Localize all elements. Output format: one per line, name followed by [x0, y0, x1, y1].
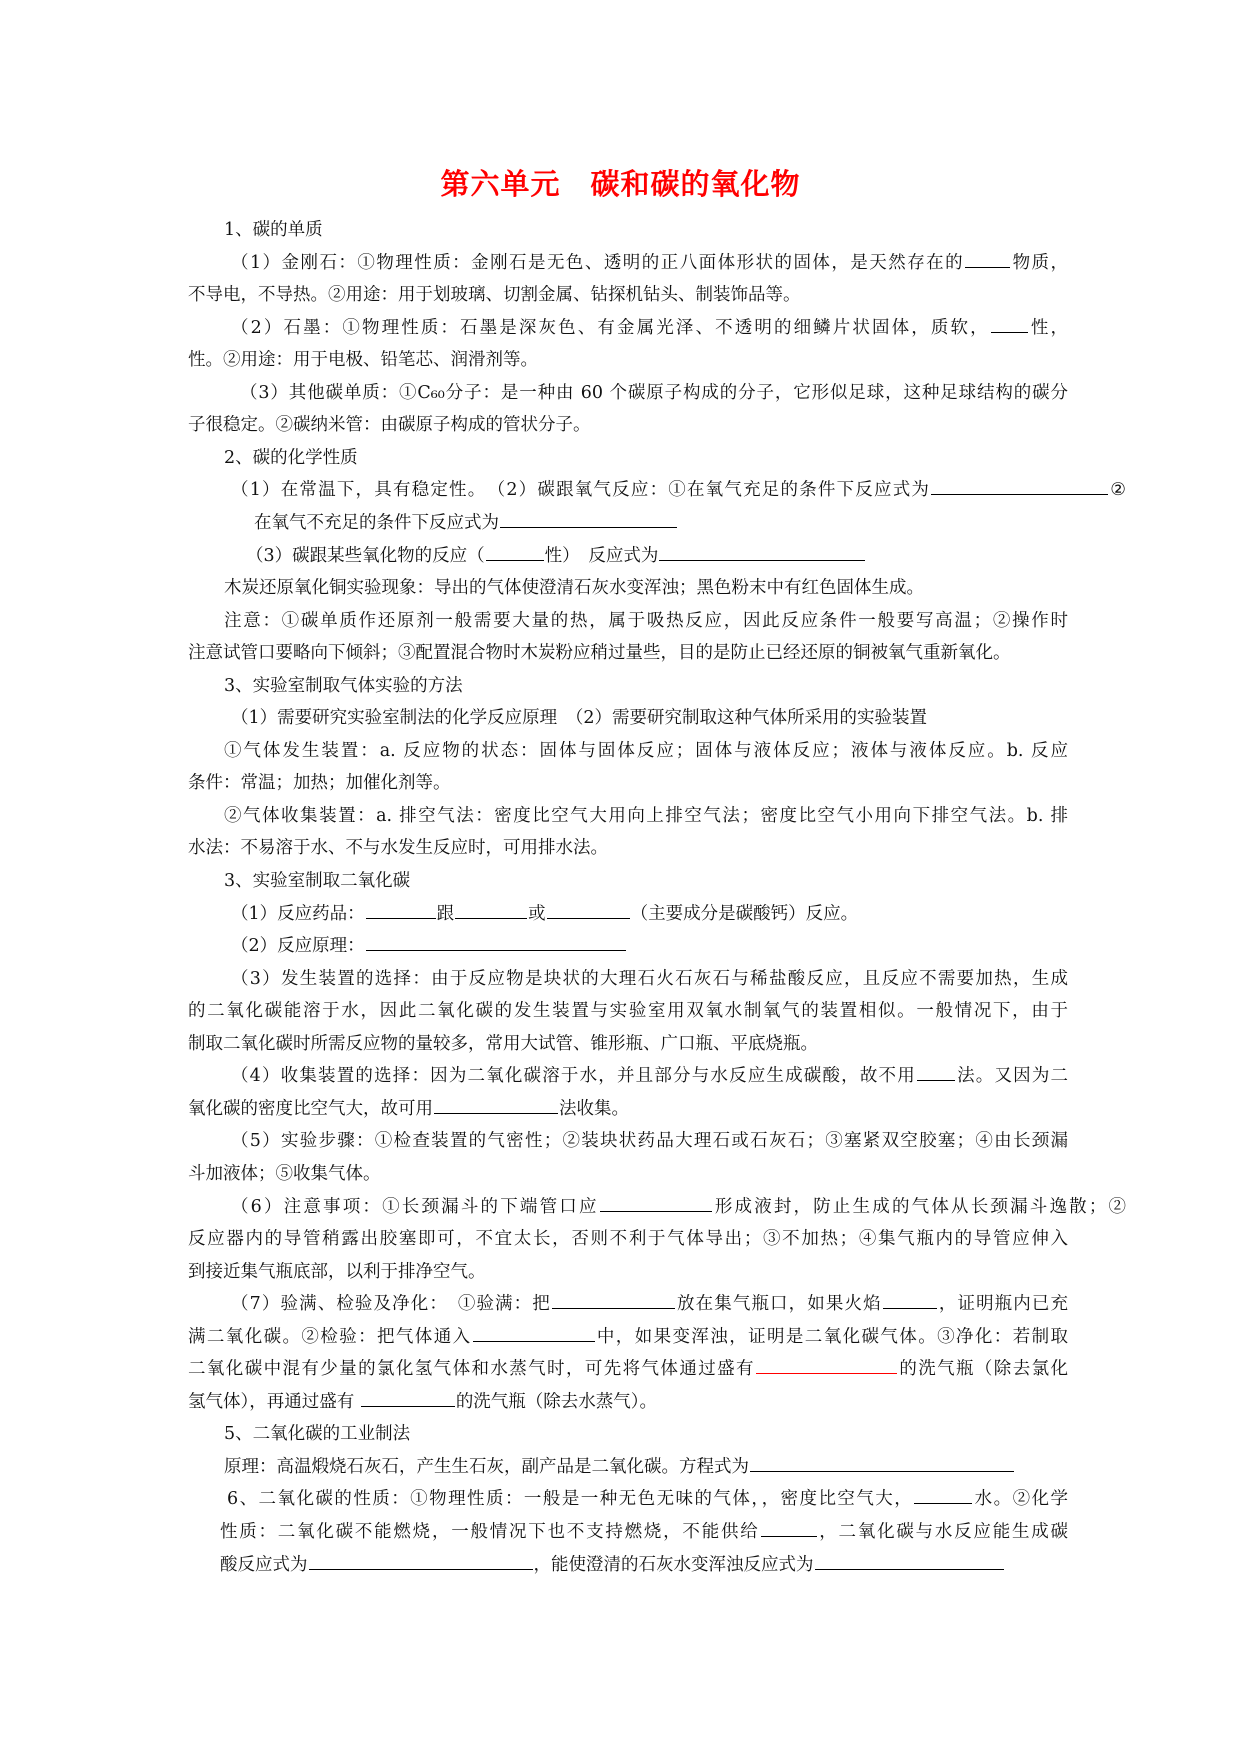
answer-blank [815, 1549, 1004, 1570]
text-segment: 法。又因为二 [955, 1066, 1069, 1087]
answer-blank [547, 898, 630, 919]
answer-blank [366, 930, 626, 951]
text-segment: 原理：高温煅烧石灰石，产生生石灰，副产品是二氧化碳。方程式为 [224, 1456, 749, 1477]
text-segment: 跟 [436, 903, 455, 924]
text-line [188, 832, 608, 865]
text-segment: （3）碳跟某些氧化物的反应（ [246, 545, 485, 566]
answer-blank [931, 474, 1108, 495]
text-segment: （3）其他碳单质：①C₆₀分子：是一种由 60 个碳原子构成的分子，它形似足球，这种足球结构的碳分 [240, 382, 1068, 403]
text-line [227, 1483, 1068, 1516]
text-segment: 性。②用途：用于电极、铅笔芯、润滑剂等。 [188, 350, 538, 371]
text-segment: 注意：①碳单质作还原剂一般需要大量的热，属于吸热反应，因此反应条件一般要写高温；②操作时 [224, 610, 1068, 631]
answer-blank [500, 507, 677, 528]
text-line [231, 702, 927, 735]
text-line [220, 1549, 1005, 1582]
text-line [224, 670, 463, 703]
text-segment: ①气体发生装置：a. 反应物的状态：固体与固体反应；固体与液体反应；液体与液体反应。b. 反应 [224, 740, 1068, 761]
answer-blank [486, 540, 544, 561]
text-line [188, 1321, 1068, 1354]
text-line [188, 1386, 657, 1419]
text-segment: 注意试管口要略向下倾斜；③配置混合物时木炭粉应稍过量些，目的是防止已经还原的铜被氧气重新氧化。 [188, 643, 1011, 664]
text-segment: 水法：不易溶于水、不与水发生反应时，可用排水法。 [188, 838, 608, 859]
text-segment: 反应器内的导管稍露出胶塞即可，不宜太长，否则不利于气体导出；③不加热；④集气瓶内的导管应伸入 [188, 1229, 1068, 1250]
text-segment: 到接近集气瓶底部，以利于排净空气。 [188, 1261, 486, 1282]
answer-blank [883, 1288, 937, 1309]
text-line [231, 898, 858, 931]
text-segment: （1）反应药品： [231, 903, 365, 924]
text-segment: 满二氧化碳。②检验：把气体通入 [188, 1326, 472, 1347]
text-segment: 条件：常温；加热；加催化剂等。 [188, 773, 451, 794]
text-segment: 6、二氧化碳的性质：①物理性质：一般是一种无色无味的气体，，密度比空气大， [227, 1489, 914, 1510]
answer-blank [552, 1288, 675, 1309]
text-segment: （3）发生装置的选择：由于反应物是块状的大理石火石灰石与稀盐酸反应，且反应不需要加热，生成 [231, 968, 1068, 989]
text-line [231, 247, 1068, 280]
text-line [231, 474, 1126, 507]
text-segment: ②气体收集装置：a. 排空气法：密度比空气大用向上排空气法；密度比空气小用向下排空气法。b. 排 [224, 805, 1068, 826]
text-segment: 氢气体），再通过盛有 [188, 1391, 360, 1412]
text-line [254, 507, 678, 540]
text-line [246, 540, 866, 573]
text-line [188, 995, 1068, 1028]
text-line [231, 1125, 1068, 1158]
text-line [188, 637, 1011, 670]
text-segment: （5）实验步骤：①检查装置的气密性；②装块状药品大理石或石灰石；③塞紧双空胶塞；④由长颈漏 [231, 1131, 1068, 1152]
text-segment: （4）收集装置的选择：因为二氧化碳溶于水，并且部分与水反应生成碳酸，故不用 [231, 1066, 916, 1087]
text-line [188, 1223, 1068, 1256]
text-segment: （2）反应原理： [231, 936, 365, 957]
text-line [188, 1093, 629, 1126]
text-segment: （6）注意事项：①长颈漏斗的下端管口应 [231, 1196, 599, 1217]
text-line [188, 409, 591, 442]
text-segment: 的洗气瓶（除去水蒸气）。 [455, 1391, 658, 1412]
answer-blank [434, 1093, 558, 1114]
answer-blank [917, 1060, 955, 1081]
text-segment: 或 [528, 903, 546, 924]
answer-blank [309, 1549, 533, 1570]
answer-blank [965, 247, 1010, 268]
text-segment: 放在集气瓶口，如果火焰 [675, 1294, 882, 1315]
text-line [231, 963, 1068, 996]
text-segment: （2）石墨：①物理性质：石墨是深灰色、有金属光泽、不透明的细鳞片状固体，质软， [231, 317, 990, 338]
text-line [188, 767, 451, 800]
text-line [188, 1256, 486, 1289]
answer-blank [991, 312, 1028, 333]
text-line [224, 214, 323, 247]
text-segment: 性） 反应式为 [544, 545, 659, 566]
text-segment: 物质， [1011, 252, 1068, 273]
text-line [224, 442, 358, 475]
answer-blank [361, 1386, 455, 1407]
text-segment: 2、碳的化学性质 [224, 447, 358, 468]
text-segment: ，二氧化碳与水反应能生成碳 [817, 1522, 1069, 1542]
text-segment: 的洗气瓶（除去氯化 [897, 1359, 1068, 1380]
text-segment: 中，如果变浑浊，证明是二氧化碳气体。③净化：若制取 [595, 1326, 1068, 1347]
text-segment: 木炭还原氧化铜实验现象：导出的气体使澄清石灰水变浑浊；黑色粉末中有红色固体生成。 [224, 578, 924, 599]
answer-blank [756, 1353, 897, 1374]
text-segment: 子很稳定。②碳纳米管：由碳原子构成的管状分子。 [188, 415, 591, 436]
answer-blank [659, 540, 865, 561]
text-segment: 性质：二氧化碳不能燃烧，一般情况下也不支持燃烧，不能供给 [220, 1522, 760, 1542]
text-segment: 法收集。 [559, 1098, 629, 1119]
text-line [224, 800, 1068, 833]
text-line [224, 605, 1068, 638]
text-line [224, 865, 410, 898]
text-line [188, 1028, 818, 1061]
text-line [188, 1353, 1068, 1386]
text-line [231, 930, 627, 963]
text-line [224, 1418, 410, 1451]
document-title: 第六单元 碳和碳的氧化物 [440, 167, 801, 201]
text-segment: 形成液封，防止生成的气体从长颈漏斗逸散；② [712, 1196, 1127, 1217]
answer-blank [455, 898, 527, 919]
text-segment: ，证明瓶内已充 [937, 1294, 1069, 1315]
text-segment: 二氧化碳中混有少量的氯化氢气体和水蒸气时，可先将气体通过盛有 [188, 1359, 755, 1380]
text-segment: 氧化碳的密度比空气大，故可用 [188, 1098, 433, 1119]
text-segment: 斗加液体；⑤收集气体。 [188, 1163, 381, 1184]
text-line [188, 279, 801, 312]
text-segment: ，能使澄清的石灰水变浑浊反应式为 [533, 1554, 814, 1575]
text-line [231, 1191, 1126, 1224]
text-segment: 3、实验室制取气体实验的方法 [224, 675, 463, 696]
text-line [188, 1158, 381, 1191]
text-line [188, 344, 538, 377]
text-segment: ② [1109, 480, 1126, 501]
text-segment: 1、碳的单质 [224, 220, 323, 240]
text-segment: 水。②化学 [973, 1489, 1068, 1510]
text-line [224, 572, 924, 605]
text-line [224, 735, 1068, 768]
text-segment: （7）验满、检验及净化： ①验满：把 [231, 1294, 551, 1315]
text-line [231, 1060, 1068, 1093]
answer-blank [914, 1483, 972, 1504]
text-line [220, 1516, 1068, 1549]
text-segment: （1）金刚石：①物理性质：金刚石是无色、透明的正八面体形状的固体，是天然存在的 [231, 252, 965, 273]
text-line [231, 312, 1068, 345]
text-segment: 的二氧化碳能溶于水，因此二氧化碳的发生装置与实验室用双氧水制氧气的装置相似。一般情况下，由于 [188, 1001, 1068, 1022]
answer-blank [600, 1191, 712, 1212]
answer-blank [473, 1321, 595, 1342]
text-segment: 性， [1028, 317, 1069, 338]
text-segment: 酸反应式为 [220, 1554, 308, 1575]
answer-blank [761, 1516, 817, 1537]
text-segment: 不导电，不导热。②用途：用于划玻璃、切割金属、钻探机钻头、制装饰品等。 [188, 285, 801, 306]
answer-blank [750, 1451, 1014, 1472]
text-line [231, 1288, 1068, 1321]
text-segment: 在氧气不充足的条件下反应式为 [254, 512, 499, 533]
text-segment: （主要成分是碳酸钙）反应。 [630, 903, 859, 924]
text-line [240, 377, 1068, 410]
text-segment: 3、实验室制取二氧化碳 [224, 871, 411, 891]
text-segment: （1）在常温下，具有稳定性。 （2）碳跟氧气反应：①在氧气充足的条件下反应式为 [231, 480, 931, 501]
answer-blank [366, 898, 436, 919]
text-segment: （1）需要研究实验室制法的化学反应原理 （2）需要研究制取这种气体所采用的实验装置 [231, 708, 928, 729]
text-line [224, 1451, 1015, 1484]
text-segment: 制取二氧化碳时所需反应物的量较多，常用大试管、锥形瓶、广口瓶、平底烧瓶。 [188, 1033, 818, 1054]
text-segment: 5、二氧化碳的工业制法 [224, 1424, 411, 1445]
